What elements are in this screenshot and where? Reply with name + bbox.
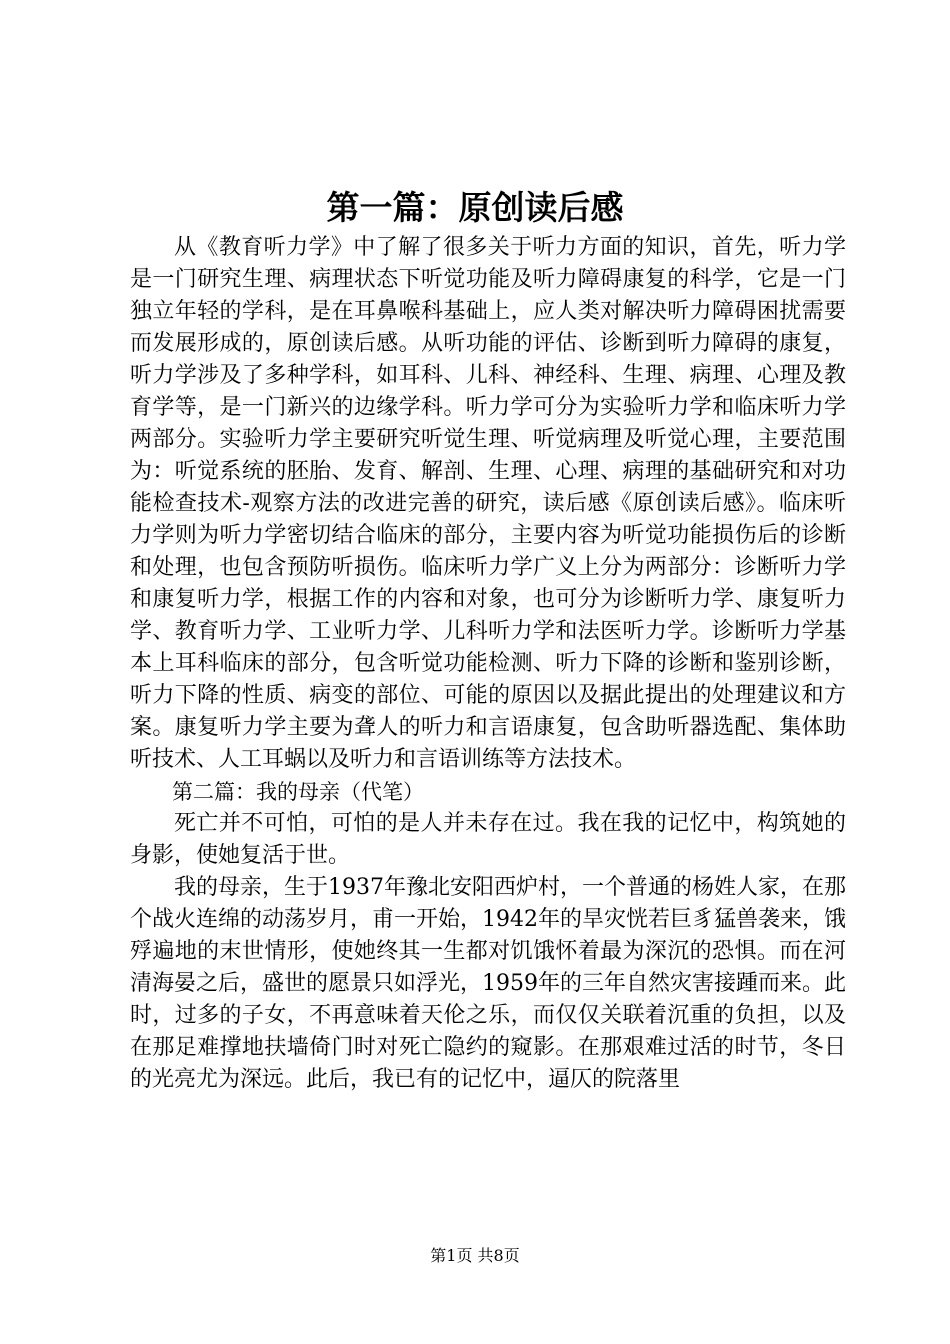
- document-title: 第一篇：原创读后感: [326, 188, 624, 227]
- section-heading-mother: 第二篇：我的母亲（代笔）: [172, 780, 424, 804]
- page-footer: 第1页 共8页: [430, 1246, 520, 1265]
- paragraph-death: 死亡并不可怕，可怕的是人并未存在过。我在我的记忆中，构筑她的身影，使她复活于世。: [130, 811, 846, 868]
- paragraph-audiology: 从《教育听力学》中了解了很多关于听力方面的知识，首先，听力学是一门研究生理、病理状态下听觉功能及听力障碍康复的科学，它是一门独立年轻的学科，是在耳鼻喉科基础上，应人类对解决听力障碍困扰需要而发展形成的，原创读后感。从听功能的评估、诊断到听力障碍的康复，听力学涉及了多种学科，如耳科、儿科、神经科、生理、病理、心理及教育学等，是一门新兴的边缘学科。听力学可分为实验听力学和临床听力学两部分。实验听力学主要研究听觉生理、听觉病理及听觉心理，主要范围为：听觉系统的胚胎、发育、解剖、生理、心理、病理的基础研究和对功能检查技术-观察方法的改进完善的研究，读后感《原创读后感》。临床听力学则为听力学密切结合临床的部分，主要内容为听觉功能损伤后的诊断和处理，也包含预防听损伤。临床听力学广义上分为两部分：诊断听力学和康复听力学，根据工作的内容和对象，也可分为诊断听力学、康复听力学、教育听力学、工业听力学、儿科听力学和法医听力学。诊断听力学基本上耳科临床的部分，包含听觉功能检测、听力下降的诊断和鉴别诊断，听力下降的性质、病变的部位、可能的原因以及据此提出的处理建议和方案。康复听力学主要为聋人的听力和言语康复，包含助听器选配、集体助听技术、人工耳蜗以及听力和言语训练等方法技术。: [130, 235, 846, 772]
- document-body: [130, 232, 846, 1096]
- paragraph-mother: 我的母亲，生于1937年豫北安阳西炉村，一个普通的杨姓人家，在那个战火连绵的动荡岁月，甫一开始，1942年的旱灾恍若巨豸猛兽袭来，饿殍遍地的末世情形，使她终其一生都对饥饿怀着最为深沉的恐惧。而在河清海晏之后，盛世的愿景只如浮光，1959年的三年自然灾害接踵而来。此时，过多的子女，不再意味着天伦之乐，而仅仅关联着沉重的负担，以及在那足难撑地扶墙倚门时对死亡隐约的窥影。在那艰难过活的时节，冬日的光亮尤为深远。此后，我已有的记忆中，逼仄的院落里: [130, 875, 846, 1092]
